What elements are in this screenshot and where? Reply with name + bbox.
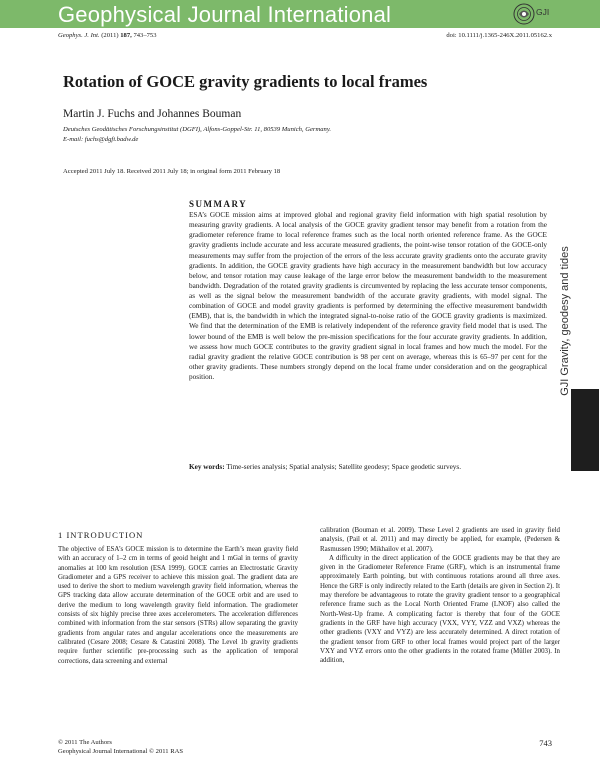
section-side-bar xyxy=(571,389,599,471)
journal-logo-label: GJI xyxy=(536,7,550,17)
keywords-label: Key words: xyxy=(189,463,225,471)
section-side-tab xyxy=(554,246,576,396)
copyright xyxy=(58,738,183,756)
doi[interactable]: doi: 10.1111/j.1365-246X.2011.05162.x xyxy=(446,32,552,39)
section-side-tab-label: GJI Gravity, geodesy and tides xyxy=(559,246,571,396)
citation-volume: 187, xyxy=(120,32,132,39)
received-accepted-dates: Accepted 2011 July 18. Received 2011 July 18; in original form 2011 February 18 xyxy=(63,168,281,175)
citation-year: (2011) xyxy=(101,32,119,39)
keywords xyxy=(189,463,549,471)
section-heading-introduction: 1 INTRODUCTION xyxy=(58,530,144,540)
paragraph: calibration (Bouman et al. 2009). These Level 2 gradients are used in gravity field analysis, (Pail et al. 2011) and may directly be applied, for example, (Pedersen & Rasmussen 1990; Mikhailov et al. 2007). xyxy=(320,527,560,553)
article-title: Rotation of GOCE gravity gradients to local frames xyxy=(63,72,428,91)
paragraph: A difficulty in the direct application of the GOCE gradients may be that they are given in the Gradiometer Reference Frame (GRF), which is an instrumental frame approximately Earth pointing, but with continuous rotations around all three axes. Hence the GRF is only indirectly related to the Earth (details are given in Section 2). It may therefore be advantageous to rotate the gravity gradient tensor to a geographical reference frame such as the Local North Oriented Frame (LNOF) also called the North-West-Up frame. A complicating factor is thereby that four of the GOCE gradients in the GRF have high accuracy (VXX, VYY, VZZ and VXZ) whereas the other gradients (VXY and VYZ) are less accurately determined. A direct rotation of the gradient tensor from GRF to other local frames would project part of the larger VXY and VYZ errors onto the other gradients in the rotated frame (Müller 2003). In addition, xyxy=(320,554,560,665)
page-number: 743 xyxy=(539,738,552,748)
citation xyxy=(58,32,157,39)
summary-heading: SUMMARY xyxy=(189,199,248,209)
summary-text: ESA’s GOCE mission aims at improved global and regional gravity field information with high spatial resolution by measuring gravity gradients. A local analysis of the GOCE gravity gradient tensor may benefit from a rotation from the gradiometer reference frame to local reference frames such as the local north oriented reference frame. As the GOCE gravity gradients include accurate and less accurate measured gradients, the point-wise tensor rotation of the GOCE-only measurements may suffer from the projection of the errors of the less accurate gravity gradients onto the accurate gravity gradients. In addition, the GOCE gravity gradients have high accuracy in the measurement bandwidth but low accuracy below, and tensor rotation may cause leakage of the large error below the measurement bandwidth to the measurement bandwidth. Degradation of the rotated gravity gradients is circumvented by replacing the less accurate tensor components, as well as the signal below the measurement bandwidth of the accurate gravity gradients, with model signal. The combination of GOCE and model gravity gradients is performed by determining the effective measurement bandwidth (EMB), that is, the bandwidth in which the integrated signal-to-noise ratio of the GOCE gravity gradients is maximized. We find that the determination of the EMB is relatively independent of the reference gravity field model that is used. The lower bound of the EMB is well below the pre-mission specifications for the four accurate gravity gradients. In addition, we assess how much GOCE contributes to the gravity gradient signal in local frames and how much the model. For the radial gravity gradient the relative GOCE contribution is 98 per cent on average, whereas this is 65–97 per cent for the other gravity gradients. These numbers strongly depend on the local frame under consideration and on the geographical position. xyxy=(189,211,547,381)
left-column xyxy=(58,545,298,666)
copyright-line: Geophysical Journal International © 2011 RAS xyxy=(58,748,184,755)
citation-journal: Geophys. J. Int. xyxy=(58,32,100,39)
journal-name: Geophysical Journal International xyxy=(58,2,392,27)
journal-logo-icon xyxy=(512,2,536,26)
keywords-list: Time-series analysis; Spatial analysis; Satellite geodesy; Space geodetic surveys. xyxy=(226,463,462,471)
paragraph: The objective of ESA’s GOCE mission is to determine the Earth’s mean gravity field with an accuracy of 1–2 cm in terms of geoid height and 1 mGal in terms of gravity anomalies at 100 km resolution (ESA 1999). GOCE carries an Electrostatic Gravity Gradiometer and a GPS receiver to achieve this mission goal. The gradient data are used to derive the short to medium wavelength gravity field information, whereas the GPS tracking data allow accurate determination of the GOCE orbit and are used to derive the medium to long wavelength gravity field information. The gradiometer consists of six highly precise three axes accelerometers. The acceleration differences combined with information from the star sensors (STRs) allow separating the gravity gradients from angular rates and angular accelerations once the measurements are calibrated (Cesare 2008; Cesare & Catastini 2008). The Level 1b gravity gradients require further scientific pre-processing such as the application of temporal corrections, data screening and external xyxy=(58,546,298,665)
affiliation-block xyxy=(63,125,463,144)
author-email[interactable]: E-mail: fuchs@dgfi.badw.de xyxy=(63,135,139,143)
authors: Martin J. Fuchs and Johannes Bouman xyxy=(63,108,242,120)
right-column xyxy=(320,526,560,665)
affiliation: Deutsches Geodätisches Forschungsinstitut (DGFI), Alfons-Goppel-Str. 11, 80539 Munich, Germany. xyxy=(63,126,332,133)
copyright-line: © 2011 The Authors xyxy=(58,739,112,746)
citation-pages: 743–753 xyxy=(133,32,157,39)
